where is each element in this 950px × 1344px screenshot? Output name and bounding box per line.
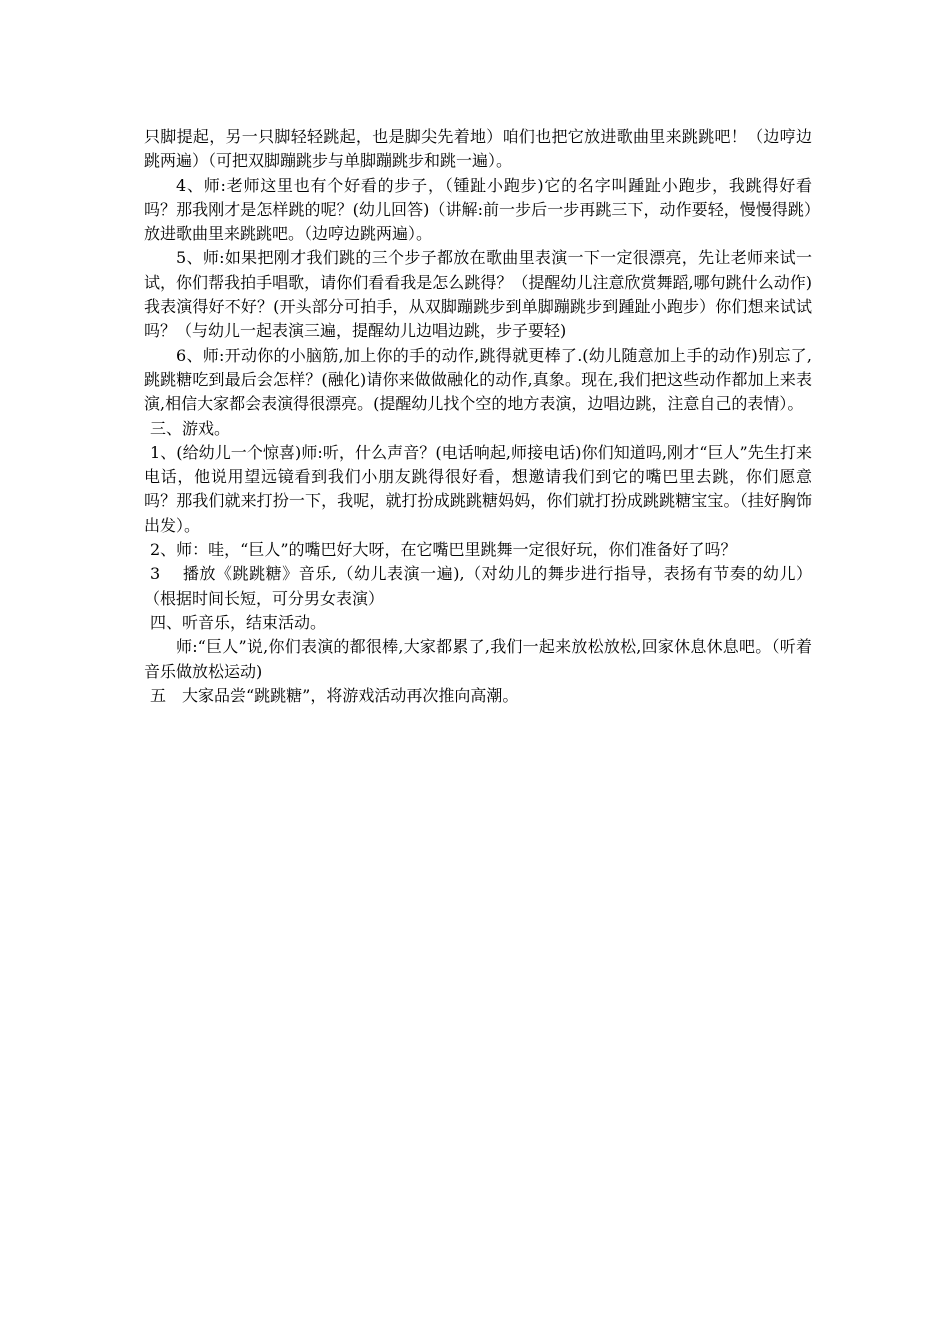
section-heading-game: 三、游戏。 bbox=[150, 418, 231, 438]
section-heading-tasting: 五 大家品尝“跳跳糖”，将游戏活动再次推向高潮。 bbox=[150, 685, 519, 705]
paragraph-step-6: 6、师:开动你的小脑筋,加上你的手的动作,跳得就更棒了.(幼儿随意加上手的动作)别忘了,跳跳糖吃到最后会怎样？(融化)请你来做做融化的动作,真象。现在,我们把这些动作都加上来表演,相信大家都会表演得很漂亮。(提醒幼儿找个空的地方表演，边唱边跳，注意自己的表情）。 bbox=[144, 345, 812, 414]
paragraph-step-4: 4、师:老师这里也有个好看的步子，（锺趾小跑步)它的名字叫踵趾小跑步，我跳得好看吗？那我刚才是怎样跳的呢？(幼儿回答)（讲解:前一步后一步再跳三下，动作要轻，慢慢得跳）放进歌曲里来跳跳吧。（边哼边跳两遍）。 bbox=[144, 175, 812, 244]
paragraph-game-2: 2、师：哇，“巨人”的嘴巴好大呀，在它嘴巴里跳舞一定很好玩，你们准备好了吗？ bbox=[150, 540, 737, 560]
section-heading-ending: 四、听音乐，结束活动。 bbox=[150, 612, 327, 632]
paragraph-ending: 师:“巨人”说,你们表演的都很棒,大家都累了,我们一起来放松放松,回家休息休息吧。（听着音乐做放松运动) bbox=[144, 637, 812, 681]
paragraph-step-5: 5、师:如果把刚才我们跳的三个步子都放在歌曲里表演一下一定很漂亮，先让老师来试一试，你们帮我拍手唱歌，请你们看看我是怎么跳得？（提醒幼儿注意欣赏舞蹈,哪句跳什么动作)我表演得好不好？(开头部分可拍手，从双脚蹦跳步到单脚蹦跳步到踵趾小跑步）你们想来试试吗？（与幼儿一起表演三遍，提醒幼儿边唱边跳，步子要轻) bbox=[144, 248, 812, 341]
paragraph-continuation: 只脚提起，另一只脚轻轻跳起，也是脚尖先着地）咱们也把它放进歌曲里来跳跳吧！（边哼边跳两遍）（可把双脚蹦跳步与单脚蹦跳步和跳一遍）。 bbox=[144, 127, 812, 171]
document-page bbox=[144, 125, 812, 708]
paragraph-game-3: 3 播放《跳跳糖》音乐,（幼儿表演一遍),（对幼儿的舞步进行指导，表扬有节奏的幼儿）（根据时间长短，可分男女表演） bbox=[144, 564, 812, 608]
paragraph-game-1: 1、(给幼儿一个惊喜)师:听，什么声音？(电话响起,师接电话)你们知道吗,刚才“巨人”先生打来电话，他说用望远镜看到我们小朋友跳得很好看，想邀请我们到它的嘴巴里去跳，你们愿意吗？那我们就来打扮一下，我呢，就打扮成跳跳糖妈妈，你们就打扮成跳跳糖宝宝。（挂好胸饰出发）。 bbox=[144, 442, 812, 535]
